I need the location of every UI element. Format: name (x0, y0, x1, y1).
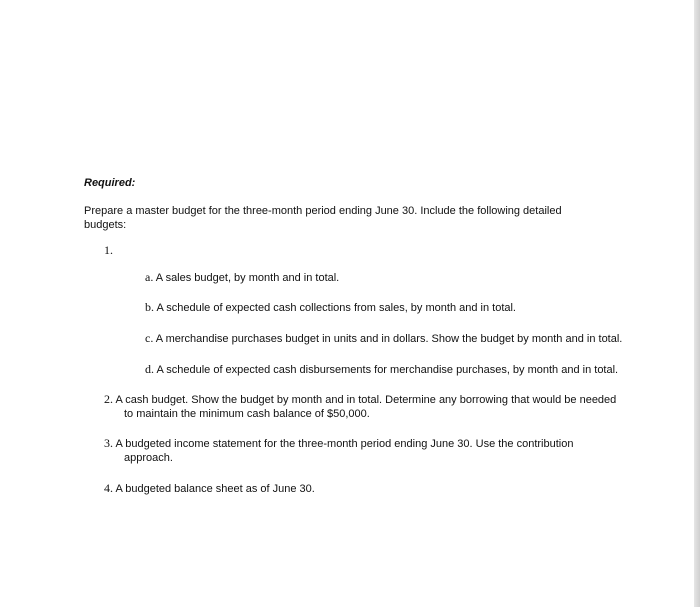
sub-item-a-text: A sales budget, by month and in total. (155, 272, 340, 284)
list-item-3-number: 3. (104, 436, 113, 450)
sub-item-c-text: A merchandise purchases budget in units and in dollars. Show the budget by month and in total. (155, 333, 623, 345)
list-item-2 (104, 392, 624, 421)
required-heading: Required: (84, 177, 136, 189)
sub-item-a (145, 270, 640, 285)
sub-item-b (145, 300, 640, 315)
list-item-4 (104, 481, 624, 496)
list-item-1-number: 1. (104, 243, 113, 257)
list-item-3 (104, 436, 624, 465)
page-edge-shadow (694, 0, 700, 607)
sub-item-c-letter: c. (145, 331, 154, 345)
sub-item-d (145, 362, 640, 377)
sub-item-d-text: A schedule of expected cash disbursements for merchandise purchases, by month and in total. (156, 364, 619, 376)
list-item-3-text: A budgeted income statement for the three-month period ending June 30. Use the contribution approach. (115, 438, 574, 464)
intro-paragraph: Prepare a master budget for the three-month period ending June 30. Include the following detailed budgets: (84, 205, 562, 231)
sub-item-a-letter: a. (145, 270, 154, 284)
sub-item-d-letter: d. (145, 362, 154, 376)
sub-item-c (145, 331, 640, 346)
document-content (84, 176, 644, 496)
list-item-2-text: A cash budget. Show the budget by month and in total. Determine any borrowing that would be needed to maintain the minimum cash balance of $50,000. (115, 394, 617, 420)
sub-item-b-letter: b. (145, 300, 154, 314)
list-item-4-text: A budgeted balance sheet as of June 30. (115, 483, 315, 495)
list-item-2-number: 2. (104, 392, 113, 406)
sub-item-b-text: A schedule of expected cash collections from sales, by month and in total. (156, 302, 516, 314)
list-item-1 (104, 243, 644, 258)
list-item-4-number: 4. (104, 481, 113, 495)
